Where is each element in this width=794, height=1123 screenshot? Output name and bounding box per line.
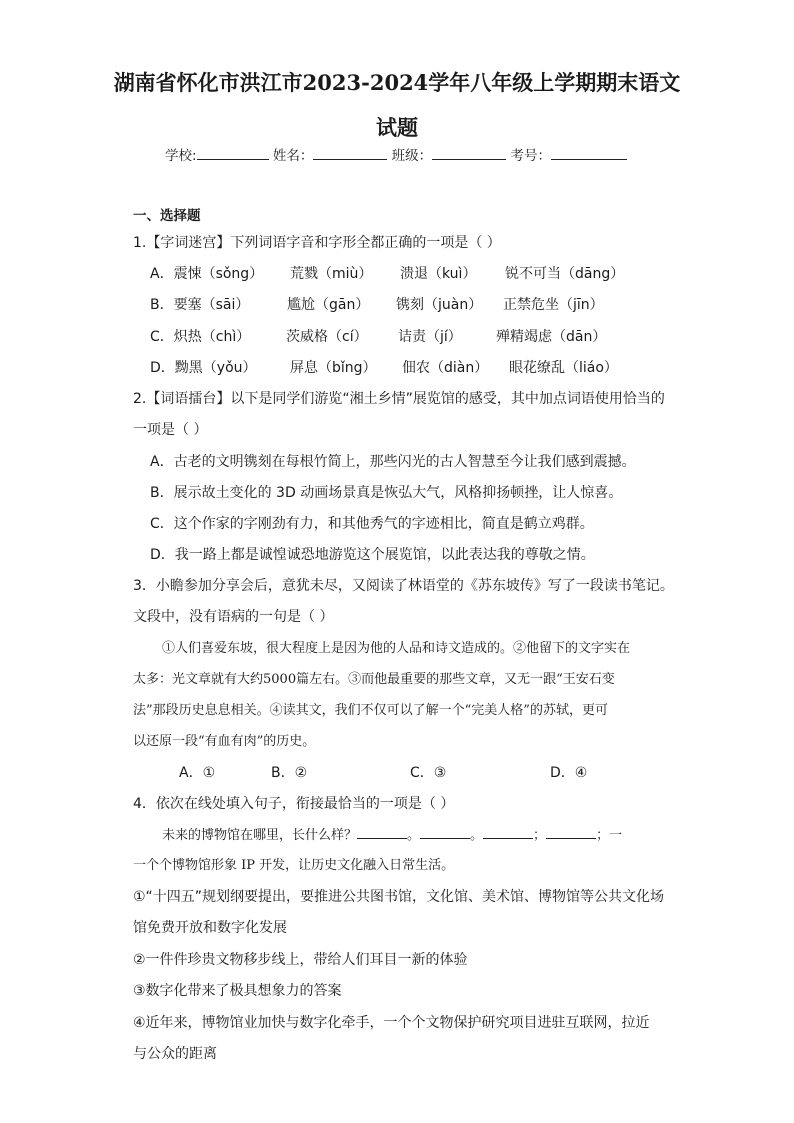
q4-passage-line1 [162, 826, 622, 845]
class-blank[interactable] [432, 146, 506, 160]
q4-passage-lead: 未来的博物馆在哪里，长什么样？ [162, 828, 358, 843]
q3-passage-line2: 太多：光文章就有大约5000篇左右。③而他最重要的那些文章，又无一跟“王安石变 [133, 672, 615, 687]
name-label: 姓名： [272, 148, 314, 164]
q1-option-c-2: 茨威格（cí） [286, 329, 368, 345]
q1-option-d-2: 屏息（bǐng） [290, 360, 377, 376]
q1-option-b-3: 镌刻（juàn） [396, 297, 483, 313]
q4-passage-line2: 一个个博物馆形象 IP 开发，让历史文化融入日常生活。 [133, 858, 455, 873]
q1-option-a-2: 荒戮（miù） [290, 266, 373, 282]
exam-no-blank[interactable] [551, 146, 627, 160]
student-info-line [165, 144, 627, 164]
q3-passage-line1: ①人们喜爱东坡，很大程度上是因为他的人品和诗文造成的。②他留下的文字实在 [162, 641, 631, 656]
q2-stem-line1: 2.【词语擂台】以下是同学们游览“湘土乡情”展览馆的感受，其中加点词语使用恰当的 [133, 391, 665, 407]
q2-option-a: A．古老的文明镌刻在每根竹简上，那些闪光的古人智慧至今让我们感到震撼。 [150, 454, 636, 470]
q1-option-a-3: 溃退（kuì） [400, 266, 477, 282]
q3-stem-line2: 文段中，没有语病的一句是（ ） [133, 609, 334, 625]
q4-item-1-line2: 馆免费开放和数字化发展 [133, 920, 287, 936]
exam-title-line2: 试题 [376, 115, 418, 140]
q3-option-c: C．③ [410, 765, 447, 781]
q1-option-d-3: 佃农（diàn） [402, 360, 489, 376]
q2-option-b: B．展示故土变化的 3D 动画场景真是恢弘大气，风格抑扬顿挫，让人惊喜。 [150, 485, 623, 501]
school-blank[interactable] [197, 146, 269, 160]
q1-option-a-1: A．震悚（sǒng） [150, 266, 264, 282]
q4-blank-3[interactable] [483, 826, 533, 839]
q2-option-c: C．这个作家的字刚劲有力，和其他秀气的字迹相比，简直是鹤立鸡群。 [150, 516, 594, 532]
q3-option-b: B．② [271, 765, 308, 781]
q4-sep-3: ； [533, 828, 547, 843]
q1-option-c-3: 诘责（jí） [398, 329, 462, 345]
q2-stem-line2: 一项是（ ） [133, 422, 208, 438]
q3-option-d: D．④ [550, 765, 588, 781]
q1-option-b-4: 正禁危坐（jīn） [503, 297, 604, 313]
q4-item-3: ③数字化带来了极具想象力的答案 [133, 983, 342, 999]
q3-passage-line4: 以还原一段“有血有肉”的历史。 [133, 734, 316, 749]
q1-option-c-4: 殚精竭虑（dān） [496, 329, 607, 345]
school-label: 学校: [165, 148, 197, 164]
q4-blank-1[interactable] [357, 826, 407, 839]
name-blank[interactable] [313, 146, 387, 160]
q4-stem: 4．依次在线处填入句子，衔接最恰当的一项是（ ） [133, 796, 455, 812]
q1-option-d-1: D．黝黑（yǒu） [150, 360, 257, 376]
exam-title-line1: 湖南省怀化市洪江市2023-2024学年八年级上学期期末语文 [113, 70, 681, 95]
q2-option-d: D．我一路上都是诚惶诚恐地游览这个展览馆，以此表达我的尊敬之情。 [150, 547, 595, 563]
q1-option-d-4: 眼花缭乱（liáo） [509, 360, 618, 376]
exam-no-label: 考号： [510, 148, 551, 164]
q4-item-2: ②一件件珍贵文物移步线上，带给人们耳目一新的体验 [133, 952, 468, 968]
q4-sep-2: 。 [470, 828, 484, 843]
q1-stem: 1.【字词迷宫】下列词语字音和字形全都正确的一项是（ ） [133, 235, 501, 251]
section-heading: 一、选择题 [133, 208, 201, 224]
q4-item-4-line1: ④近年来，博物馆业加快与数字化牵手，一个个文物保护研究项目进驻互联网，拉近 [133, 1015, 650, 1031]
q4-sep-4: ；一 [596, 828, 623, 843]
q4-item-1-line1: ①“十四五”规划纲要提出，要推进公共图书馆，文化馆、美术馆、博物馆等公共文化场 [133, 889, 665, 905]
q1-option-c-1: C．炽热（chì） [150, 329, 251, 345]
q4-item-4-line2: 与公众的距离 [133, 1046, 217, 1062]
q4-sep-1: 。 [407, 828, 421, 843]
class-label: 班级： [391, 148, 433, 164]
q4-blank-4[interactable] [546, 826, 596, 839]
q3-stem-line1: 3．小瞻参加分享会后，意犹未尽，又阅读了林语堂的《苏东坡传》写了一段读书笔记。 [133, 578, 674, 594]
q1-option-b-2: 尴尬（gān） [287, 297, 370, 313]
q3-passage-line3: 法”那段历史息息相关。④读其文，我们不仅可以了解一个“完美人格”的苏轼，更可 [133, 703, 608, 718]
q1-option-b-1: B．要塞（sāi） [150, 297, 250, 313]
q3-option-a: A．① [179, 765, 216, 781]
q4-blank-2[interactable] [420, 826, 470, 839]
q1-option-a-4: 锐不可当（dāng） [505, 266, 625, 282]
